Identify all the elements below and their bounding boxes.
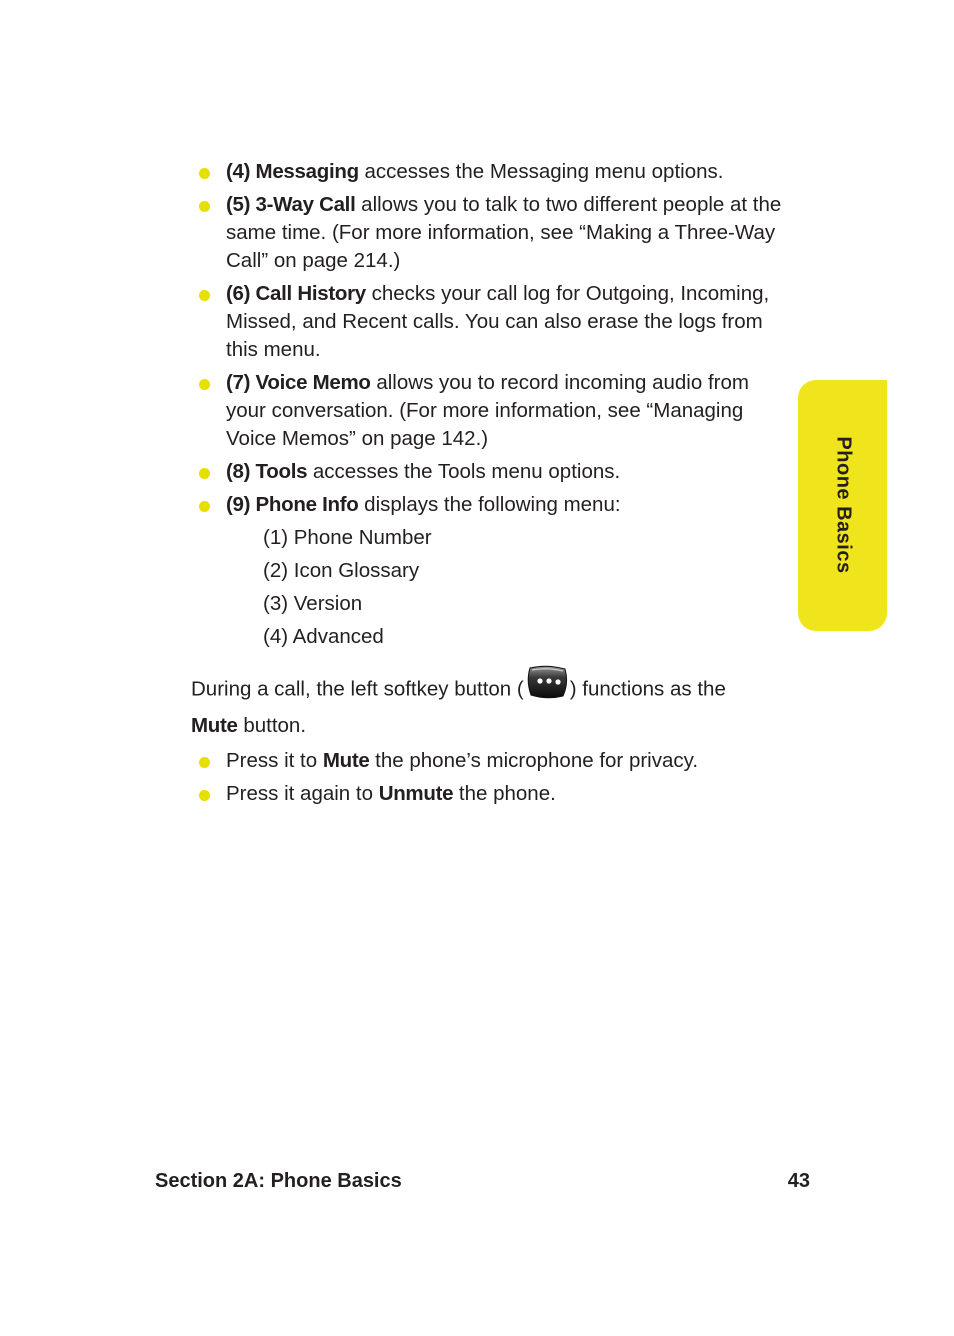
menu-item-text: displays the following menu: [358, 493, 621, 516]
menu-item-text: allows you to talk to two different people at the same time. (For more information, see “Making a Three-Way Call” on page 214.) [226, 193, 782, 272]
bullet-bold-text: Mute [322, 749, 370, 772]
mute-word: Mute [191, 714, 238, 737]
bullet-dot-icon [199, 290, 210, 301]
bullet-text: Press it again to [226, 782, 379, 805]
menu-item-text: allows you to record incoming audio from your conversation. (For more information, see “Managing Voice Memos” on page 142.) [226, 371, 749, 450]
bullet-text: Press it to [226, 749, 323, 772]
submenu-item: (1) Phone Number [263, 526, 432, 549]
bullet-dot-icon [199, 468, 210, 479]
menu-item-label: (8) Tools [226, 460, 308, 483]
bullet-text: the phone’s microphone for privacy. [369, 749, 699, 772]
left-softkey-icon [525, 665, 569, 709]
section-side-tab [798, 380, 887, 631]
bullet-dot-icon [199, 168, 210, 179]
menu-item-label: (7) Voice Memo [226, 371, 371, 394]
page-footer [155, 1170, 810, 1193]
menu-item-label: (4) Messaging [226, 160, 359, 183]
submenu-item: (2) Icon Glossary [263, 559, 420, 582]
bullet-bold-text: Unmute [378, 782, 454, 805]
list-item [191, 780, 791, 808]
menu-item-text: accesses the Messaging menu options. [358, 160, 724, 183]
mute-paragraph-text: ) functions as the [569, 677, 726, 701]
bullet-text: the phone. [453, 782, 556, 805]
list-item [191, 158, 791, 186]
footer-section-title: Section 2A: Phone Basics [155, 1170, 402, 1192]
bullet-dot-icon [199, 790, 210, 801]
page-content [191, 158, 791, 813]
side-tab-label: Phone Basics [832, 436, 854, 574]
bullet-dot-icon [199, 501, 210, 512]
submenu-item: (3) Version [263, 592, 363, 615]
list-item [191, 280, 791, 364]
list-item [191, 369, 791, 453]
phone-info-submenu [191, 524, 791, 651]
mute-paragraph-text: During a call, the left softkey button ( [191, 677, 524, 701]
bullet-dot-icon [199, 379, 210, 390]
menu-item-label: (9) Phone Info [226, 493, 359, 516]
submenu-item: (4) Advanced [263, 625, 384, 648]
menu-item-label: (6) Call History [226, 282, 366, 305]
menu-item-label: (5) 3-Way Call [226, 193, 356, 216]
mute-paragraph [191, 671, 791, 742]
menu-item-text: checks your call log for Outgoing, Incoming, Missed, and Recent calls. You can also erase the logs from this menu. [226, 282, 770, 361]
mute-paragraph-text: button. [237, 714, 307, 737]
list-item [191, 747, 791, 775]
bullet-dot-icon [199, 201, 210, 212]
bullet-dot-icon [199, 757, 210, 768]
list-item [191, 491, 791, 519]
list-item [191, 191, 791, 275]
list-item [191, 458, 791, 486]
page-number: 43 [787, 1170, 810, 1192]
menu-item-text: accesses the Tools menu options. [307, 460, 621, 483]
